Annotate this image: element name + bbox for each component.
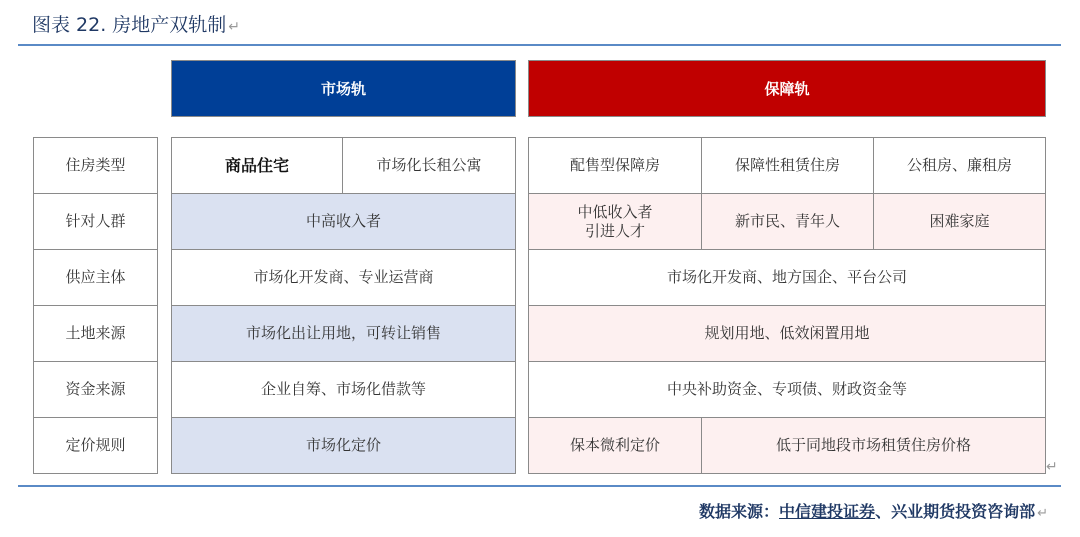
cell-public-rental: 公租房、廉租房 bbox=[873, 137, 1046, 194]
row-label-land-source: 土地来源 bbox=[33, 305, 158, 362]
cell-allocated-housing: 配售型保障房 bbox=[528, 137, 702, 194]
cell-security-supplier: 市场化开发商、地方国企、平台公司 bbox=[528, 249, 1046, 306]
cell-market-target: 中高收入者 bbox=[171, 193, 516, 250]
table-paragraph-mark: ↵ bbox=[1046, 459, 1058, 475]
cell-affordable-target: 新市民、青年人 bbox=[701, 193, 874, 250]
cell-market-supplier: 市场化开发商、专业运营商 bbox=[171, 249, 516, 306]
row-label-funding-source: 资金来源 bbox=[33, 361, 158, 418]
cell-market-funding: 企业自筹、市场化借款等 bbox=[171, 361, 516, 418]
cell-security-funding: 中央补助资金、专项债、财政资金等 bbox=[528, 361, 1046, 418]
source-prefix: 数据来源： bbox=[699, 502, 780, 521]
row-label-supplier: 供应主体 bbox=[33, 249, 158, 306]
paragraph-mark: ↵ bbox=[228, 19, 241, 35]
source-org-industrial-futures: 兴业期货投资咨询部 bbox=[891, 502, 1036, 521]
figure-title-text: 图表 22. 房地产双轨制 bbox=[32, 14, 227, 36]
cell-public-target: 困难家庭 bbox=[873, 193, 1046, 250]
cell-allocated-pricing: 保本微利定价 bbox=[528, 417, 702, 474]
source-separator: 、 bbox=[875, 502, 892, 521]
row-label-pricing-rule: 定价规则 bbox=[33, 417, 158, 474]
figure-title bbox=[32, 10, 240, 37]
allocated-target-line2: 引进人才 bbox=[584, 221, 645, 240]
security-track-header: 保障轨 bbox=[528, 60, 1046, 117]
cell-market-long-rental: 市场化长租公寓 bbox=[342, 137, 516, 194]
source-paragraph-mark: ↵ bbox=[1037, 506, 1048, 521]
source-note bbox=[699, 499, 1048, 522]
cell-security-land: 规划用地、低效闲置用地 bbox=[528, 305, 1046, 362]
row-label-housing-type: 住房类型 bbox=[33, 137, 158, 194]
market-track-header: 市场轨 bbox=[171, 60, 516, 117]
top-divider bbox=[18, 44, 1061, 46]
row-label-target-group: 针对人群 bbox=[33, 193, 158, 250]
allocated-target-line1: 中低收入者 bbox=[577, 202, 653, 221]
cell-market-pricing: 市场化定价 bbox=[171, 417, 516, 474]
cell-affordable-rental: 保障性租赁住房 bbox=[701, 137, 874, 194]
bottom-divider bbox=[18, 485, 1061, 487]
cell-commercial-housing: 商品住宅 bbox=[171, 137, 343, 194]
cell-market-land: 市场化出让用地，可转让销售 bbox=[171, 305, 516, 362]
source-org-citic: 中信建投证券 bbox=[779, 502, 876, 521]
cell-rental-pricing: 低于同地段市场租赁住房价格 bbox=[701, 417, 1046, 474]
cell-allocated-target bbox=[528, 193, 702, 250]
